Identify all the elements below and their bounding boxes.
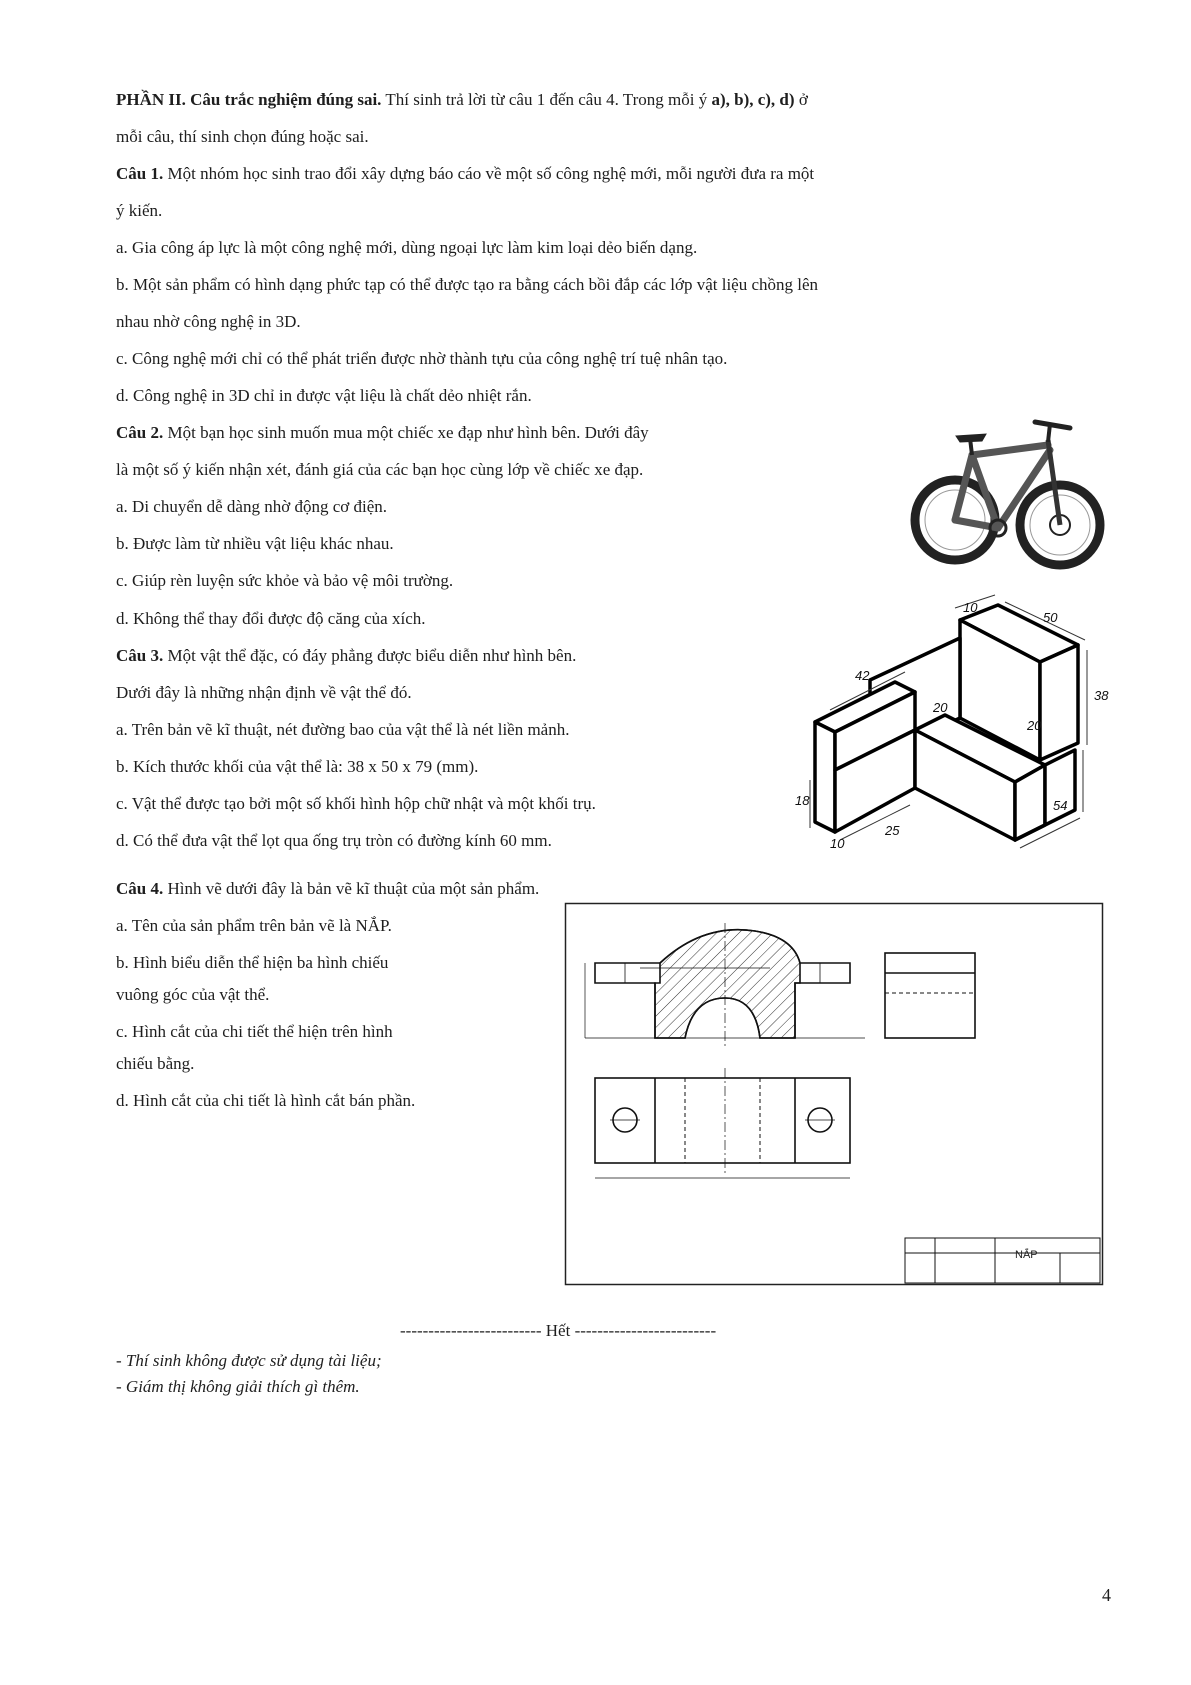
dim-54: 54 bbox=[1053, 798, 1068, 813]
q3-label: Câu 3. bbox=[116, 646, 164, 665]
q3-stem-line2: Dưới đây là những nhận định về vật thể đó. bbox=[116, 683, 412, 702]
q2-stem-line2: là một số ý kiến nhận xét, đánh giá của các bạn học cùng lớp về chiếc xe đạp. bbox=[116, 460, 644, 479]
q1-option-b: b. Một sản phẩm có hình dạng phức tạp có thể được tạo ra bằng cách bồi đắp các lớp vật liệu chồng lên bbox=[116, 275, 819, 294]
page-number: 4 bbox=[1102, 1585, 1111, 1605]
dim-10-bottom: 10 bbox=[830, 836, 845, 851]
q1-label: Câu 1. bbox=[116, 164, 164, 183]
q2-stem-text: Một bạn học sinh muốn mua một chiếc xe đạp như hình bên. Dưới đây bbox=[167, 423, 649, 442]
q1-option-a: a. Gia công áp lực là một công nghệ mới, dùng ngoại lực làm kim loại dẻo biến dạng. bbox=[116, 238, 698, 257]
q4-stem-text: Hình vẽ dưới đây là bản vẽ kĩ thuật của một sản phẩm. bbox=[167, 879, 540, 898]
part-title: PHẦN II. Câu trắc nghiệm đúng sai. bbox=[116, 90, 382, 109]
q3-option-a: a. Trên bản vẽ kĩ thuật, nét đường bao của vật thể là nét liền mảnh. bbox=[116, 720, 570, 739]
q1-stem bbox=[116, 163, 814, 185]
footer-note-2: - Giám thị không giải thích gì thêm. bbox=[116, 1377, 360, 1396]
dim-50: 50 bbox=[1043, 610, 1058, 625]
q2-stem bbox=[116, 422, 649, 444]
technical-drawing bbox=[565, 903, 1103, 1285]
q4-option-c-line2: chiếu bằng. bbox=[116, 1054, 195, 1073]
drawing-frame bbox=[566, 904, 1103, 1285]
dim-10-top: 10 bbox=[963, 600, 978, 615]
q3-stem bbox=[116, 645, 576, 667]
dim-20-a: 20 bbox=[933, 700, 948, 715]
end-marker: ------------------------- Hết ------------------------- bbox=[400, 1321, 717, 1340]
part-intro-end: ở bbox=[798, 90, 808, 109]
dim-18: 18 bbox=[795, 793, 810, 808]
q3-option-b: b. Kích thước khối của vật thể là: 38 x 50 x 79 (mm). bbox=[116, 757, 479, 776]
title-block-name: NẮP bbox=[1015, 1249, 1038, 1261]
q2-option-d: d. Không thể thay đổi được độ căng của xích. bbox=[116, 609, 426, 628]
part-options: a), b), c), d) bbox=[711, 90, 795, 109]
part-intro-line2: mỗi câu, thí sinh chọn đúng hoặc sai. bbox=[116, 127, 369, 146]
footer-note-1: - Thí sinh không được sử dụng tài liệu; bbox=[116, 1351, 382, 1370]
q4-stem bbox=[116, 878, 539, 900]
part-intro: Thí sinh trả lời từ câu 1 đến câu 4. Trong mỗi ý bbox=[385, 90, 708, 109]
dim-38: 38 bbox=[1094, 688, 1109, 703]
q4-option-b: b. Hình biểu diễn thể hiện ba hình chiếu bbox=[116, 953, 389, 972]
dim-25: 25 bbox=[885, 823, 900, 838]
q4-option-d: d. Hình cắt của chi tiết là hình cắt bán phần. bbox=[116, 1091, 416, 1110]
q2-option-c: c. Giúp rèn luyện sức khỏe và bảo vệ môi trường. bbox=[116, 571, 454, 590]
q3-option-c: c. Vật thể được tạo bởi một số khối hình hộp chữ nhật và một khối trụ. bbox=[116, 794, 596, 813]
dim-20-b: 20 bbox=[1027, 718, 1042, 733]
dim-42: 42 bbox=[855, 668, 870, 683]
q1-option-d: d. Công nghệ in 3D chỉ in được vật liệu là chất dẻo nhiệt rắn. bbox=[116, 386, 532, 405]
isometric-object-figure bbox=[795, 600, 1125, 860]
q3-stem-text: Một vật thể đặc, có đáy phẳng được biểu diễn như hình bên. bbox=[167, 646, 577, 665]
q1-stem-line2: ý kiến. bbox=[116, 201, 163, 220]
q1-option-b-line2: nhau nhờ công nghệ in 3D. bbox=[116, 312, 301, 331]
q3-option-d: d. Có thể đưa vật thể lọt qua ống trụ tròn có đường kính 60 mm. bbox=[116, 831, 552, 850]
q2-label: Câu 2. bbox=[116, 423, 164, 442]
bicycle-image bbox=[910, 410, 1110, 595]
q1-stem-text: Một nhóm học sinh trao đổi xây dựng báo cáo về một số công nghệ mới, mỗi người đưa ra một bbox=[167, 164, 815, 183]
q4-label: Câu 4. bbox=[116, 879, 164, 898]
q4-option-c: c. Hình cắt của chi tiết thể hiện trên hình bbox=[116, 1022, 393, 1041]
q1-option-c: c. Công nghệ mới chỉ có thể phát triển được nhờ thành tựu của công nghệ trí tuệ nhân tạo. bbox=[116, 349, 728, 368]
q2-option-b: b. Được làm từ nhiều vật liệu khác nhau. bbox=[116, 534, 394, 553]
q4-option-b-line2: vuông góc của vật thể. bbox=[116, 985, 270, 1004]
q2-option-a: a. Di chuyển dễ dàng nhờ động cơ điện. bbox=[116, 497, 388, 516]
q4-option-a: a. Tên của sản phẩm trên bản vẽ là NẮP. bbox=[116, 916, 392, 935]
part-header bbox=[116, 89, 808, 111]
